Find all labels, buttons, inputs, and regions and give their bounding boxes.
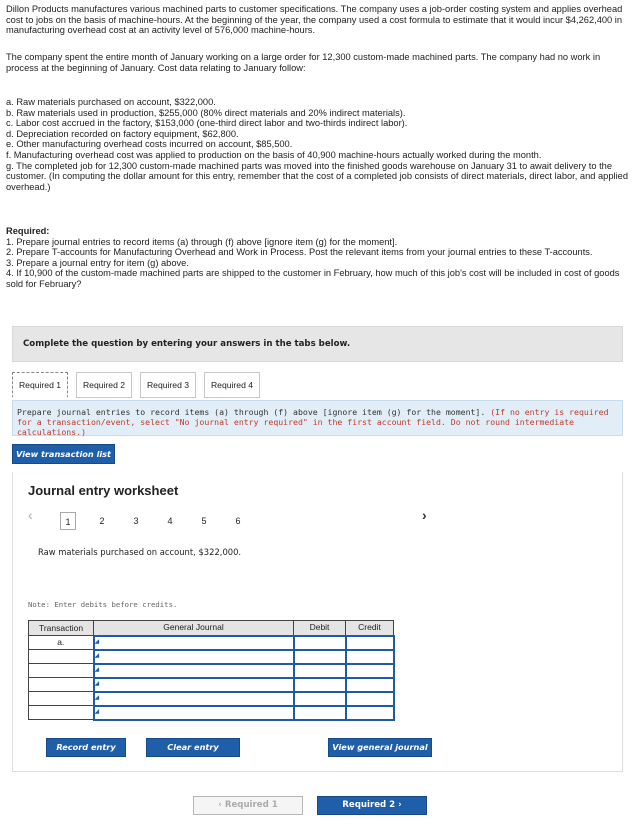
intro-paragraph-2: The company spent the entire month of January working on a large order for 12,300 custom-made machined parts. The company had no work in process at the beginning of January. Cost data relating to January follow: (6, 52, 601, 73)
debit-input[interactable] (294, 664, 346, 678)
dropdown-marker-icon: ◢ (94, 653, 100, 660)
journal-row (29, 706, 394, 720)
tab-required-4[interactable]: Required 4 (204, 372, 260, 398)
question-bar (12, 326, 623, 362)
dropdown-marker-icon: ◢ (94, 695, 100, 702)
debit-input[interactable] (294, 692, 346, 706)
credit-input[interactable] (346, 650, 394, 664)
page-5[interactable]: 5 (201, 516, 207, 526)
journal-row (29, 664, 394, 678)
journal-row (29, 692, 394, 706)
prev-required-button[interactable] (193, 796, 303, 815)
cost-item: g. The completed job for 12,300 custom-made machined parts was moved into the finished goods warehouse on January 31 to await delivery to the customer. (In computing the dollar amount for this entry, remember that the cost of a completed job consists of direct materials, direct labor, and applied overhead.) (6, 160, 628, 192)
dropdown-marker-icon: ◢ (94, 667, 100, 674)
dropdown-marker-icon: ◢ (94, 709, 100, 716)
credit-input[interactable] (346, 636, 394, 650)
account-input[interactable] (94, 692, 294, 706)
required-item: 4. If 10,900 of the custom-made machined parts are shipped to the customer in February, how much of this job's cost will be included in cost of goods sold for February? (6, 268, 620, 289)
journal-row (29, 678, 394, 692)
worksheet-title: Journal entry worksheet (28, 483, 179, 498)
prev-label: Required 1 (224, 800, 278, 810)
header-debit: Debit (294, 621, 346, 636)
transaction-cell (29, 692, 94, 706)
page-6[interactable]: 6 (235, 516, 241, 526)
cost-item: b. Raw materials used in production, $255,000 (80% direct materials and 20% indirect materials). (6, 107, 406, 118)
transaction-description: Raw materials purchased on account, $322,000. (38, 547, 242, 557)
debit-input[interactable] (294, 650, 346, 664)
tab-required-3[interactable]: Required 3 (140, 372, 196, 398)
dropdown-marker-icon: ◢ (94, 681, 100, 688)
header-general-journal: General Journal (94, 621, 294, 636)
cost-item: e. Other manufacturing overhead costs incurred on account, $85,500. (6, 139, 293, 150)
tab-required-2[interactable]: Required 2 (76, 372, 132, 398)
credit-input[interactable] (346, 678, 394, 692)
instruction-note: (If no entry is required for a transaction/event, select "No journal entry required" in the first account field. Do not round intermediate calculations.) (17, 407, 609, 437)
cost-data-list (6, 97, 630, 192)
debit-input[interactable] (294, 706, 346, 720)
instruction-text: Prepare journal entries to record items (a) through (f) above [ignore item (g) for the moment]. (17, 407, 486, 417)
required-item: 3. Prepare a journal entry for item (g) above. (6, 257, 189, 268)
header-credit: Credit (346, 621, 394, 636)
cost-item: a. Raw materials purchased on account, $322,000. (6, 97, 216, 107)
journal-row (29, 650, 394, 664)
chevron-left-icon[interactable]: ‹ (28, 507, 33, 523)
debit-input[interactable] (294, 636, 346, 650)
credit-input[interactable] (346, 706, 394, 720)
question-bar-text: Complete the question by entering your answers in the tabs below. (23, 339, 351, 349)
required-heading: Required: (6, 226, 50, 236)
journal-table (28, 620, 395, 721)
transaction-cell: a. (29, 636, 94, 650)
view-general-journal-button[interactable]: View general journal (328, 738, 432, 757)
required-section (6, 226, 630, 290)
chevron-left-icon: ‹ (218, 800, 225, 810)
clear-entry-button[interactable]: Clear entry (146, 738, 240, 757)
transaction-cell (29, 678, 94, 692)
intro-paragraph: Dillon Products manufactures various machined parts to customer specifications. The company uses a job-order costing system and applies overhead cost to jobs on the basis of machine-hours. At the beginning of the year, the company used a cost formula to estimate that it would incur $4,262,400 in manufacturing overhead cost at an activity level of 576,000 machine-hours. (6, 4, 623, 36)
transaction-cell (29, 650, 94, 664)
cost-item: d. Depreciation recorded on factory equipment, $62,800. (6, 128, 239, 139)
dropdown-marker-icon: ◢ (94, 639, 100, 646)
credit-input[interactable] (346, 692, 394, 706)
instruction-box (12, 400, 623, 436)
required-item: 1. Prepare journal entries to record items (a) through (f) above [ignore item (g) for the moment]. (6, 236, 398, 247)
page-4[interactable]: 4 (167, 516, 173, 526)
transaction-cell (29, 706, 94, 720)
required-item: 2. Prepare T-accounts for Manufacturing Overhead and Work in Process. Post the relevant items from your journal entries to these T-accounts. (6, 247, 593, 258)
next-label: Required 2 (342, 800, 396, 810)
debits-note: Note: Enter debits before credits. (28, 600, 178, 609)
account-input[interactable] (94, 664, 294, 678)
account-input[interactable] (94, 678, 294, 692)
debit-input[interactable] (294, 678, 346, 692)
next-required-button[interactable] (317, 796, 427, 815)
transaction-cell (29, 664, 94, 678)
tab-required-1[interactable]: Required 1 (12, 372, 68, 398)
account-input[interactable] (94, 636, 294, 650)
account-input[interactable] (94, 706, 294, 720)
record-entry-button[interactable]: Record entry (46, 738, 126, 757)
page-2[interactable]: 2 (99, 516, 105, 526)
header-transaction: Transaction (29, 621, 94, 636)
cost-item: f. Manufacturing overhead cost was applied to production on the basis of 40,900 machine-hours actually worked during the month. (6, 149, 542, 160)
credit-input[interactable] (346, 664, 394, 678)
account-input[interactable] (94, 650, 294, 664)
chevron-right-icon: › (395, 800, 402, 810)
page-1[interactable]: 1 (60, 512, 76, 530)
journal-row (29, 636, 394, 650)
cost-item: c. Labor cost accrued in the factory, $153,000 (one-third direct labor and two-thirds indirect labor). (6, 118, 408, 129)
view-transaction-list-button[interactable]: View transaction list (12, 444, 115, 464)
chevron-right-icon[interactable]: › (422, 507, 427, 523)
page-3[interactable]: 3 (133, 516, 139, 526)
